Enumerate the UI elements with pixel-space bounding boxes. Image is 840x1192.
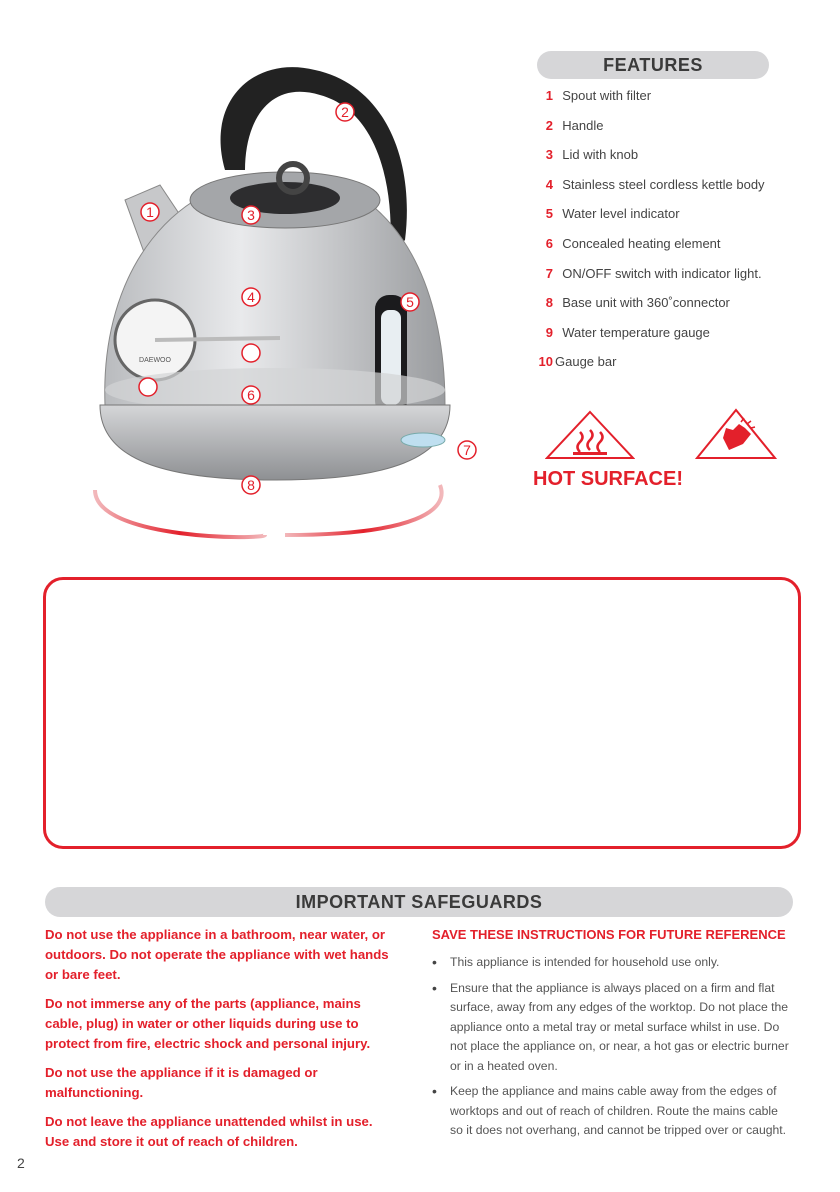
warning-paragraph: Do not leave the appliance unattended whilst in use. Use and store it out of reach of children. [45, 1114, 373, 1149]
rotation-arc-right [285, 485, 442, 535]
feature-text: ON/OFF switch with indicator light. [562, 265, 762, 281]
feature-number: 1 [545, 88, 553, 103]
feature-number: 2 [545, 117, 553, 133]
feature-text: Water temperature gauge [562, 324, 710, 340]
feature-item [534, 177, 814, 207]
bullet-text: Keep the appliance and mains cable away from the edges of worktops and out of reach of children. Route the mains cable so it does not overhang, and cannot be tripped over or caught. [450, 1084, 787, 1137]
feature-number: 8 [545, 295, 553, 311]
hot-surface-icon [545, 410, 635, 460]
callout-3 [242, 206, 260, 224]
feature-text: Base unit with 360˚connector [562, 295, 730, 311]
page-number: 2 [17, 1155, 25, 1171]
safeguards-right-column [432, 925, 792, 1147]
svg-text:6: 6 [247, 387, 255, 403]
warning-paragraph: Do not immerse any of the parts (appliance, mains cable, plug) in water or other liquids during use to protect from fire, electric shock and personal injury. [45, 996, 371, 1051]
bullet-item [432, 953, 792, 973]
feature-item [534, 147, 814, 177]
feature-item [534, 88, 814, 118]
feature-text: Concealed heating element [562, 235, 721, 251]
feature-text: Spout with filter [562, 88, 652, 103]
hot-surface-label: HOT SURFACE! [533, 468, 683, 490]
svg-text:5: 5 [406, 294, 414, 310]
gauge-brand: DAEWOO [139, 357, 171, 364]
safeguards-header: IMPORTANT SAFEGUARDS [45, 887, 793, 917]
feature-number: 10 [538, 354, 553, 370]
gauge-bar [155, 338, 280, 340]
callout-6 [242, 386, 260, 404]
svg-text:8: 8 [247, 477, 255, 493]
callout-5 [401, 293, 419, 311]
callout-4 [242, 288, 260, 306]
warning-paragraph: Do not use the appliance in a bathroom, near water, or outdoors. Do not operate the appliance with wet hands or bare feet. [45, 927, 389, 982]
feature-text: Gauge bar [555, 354, 617, 370]
feature-text: Lid with knob [562, 147, 639, 163]
callout-blank-b [139, 378, 157, 396]
warning-box [43, 577, 801, 849]
kettle-illustration [85, 40, 485, 540]
bullet-icon: • [432, 979, 437, 996]
feature-number: 5 [545, 206, 553, 222]
svg-text:3: 3 [247, 207, 255, 223]
svg-text:4: 4 [247, 289, 255, 305]
callout-8 [242, 476, 260, 494]
svg-text:1: 1 [146, 204, 154, 220]
feature-number: 4 [545, 176, 553, 192]
feature-text: Handle [562, 117, 604, 133]
save-instructions-title: SAVE THESE INSTRUCTIONS FOR FUTURE REFERENCE [432, 927, 786, 942]
bullet-item [432, 979, 792, 1077]
feature-number: 6 [545, 235, 553, 251]
feature-list [534, 88, 814, 384]
callout-7 [458, 441, 476, 459]
rotation-arc-left [95, 490, 265, 537]
bullet-text: This appliance is intended for household use only. [450, 955, 720, 969]
feature-text: Water level indicator [562, 206, 680, 222]
feature-item [534, 295, 814, 325]
callout-1 [141, 203, 159, 221]
bullet-icon: • [432, 1083, 437, 1099]
svg-text:7: 7 [463, 442, 471, 458]
base-unit-shape [100, 405, 450, 480]
bullet-text: Ensure that the appliance is always placed on a firm and flat surface, away from any edges of the worktop. Do not place the appliance onto a metal tray or metal surface whilst in use. Do not place the appliance on, or near, a hot gas or electric burner or in a heated oven. [450, 980, 789, 1073]
hand-burn-warning-icon [695, 408, 777, 460]
features-header: FEATURES [537, 51, 769, 79]
warning-paragraph: Do not use the appliance if it is damaged or malfunctioning. [45, 1065, 318, 1100]
feature-number: 9 [545, 324, 553, 340]
feature-text: Stainless steel cordless kettle body [562, 176, 765, 192]
callout-blank-a [242, 344, 260, 362]
feature-item [534, 118, 814, 148]
feature-item [534, 266, 814, 296]
feature-item [534, 206, 814, 236]
feature-number: 3 [545, 147, 553, 163]
feature-item [534, 354, 814, 384]
bullet-icon: • [432, 954, 437, 970]
callout-2 [336, 103, 354, 121]
switch-shape [401, 433, 445, 447]
feature-item [534, 236, 814, 266]
safeguards-left-column [45, 925, 400, 1161]
bullet-item [432, 1082, 792, 1141]
feature-number: 7 [545, 265, 553, 281]
svg-text:2: 2 [341, 104, 349, 120]
feature-item [534, 325, 814, 355]
